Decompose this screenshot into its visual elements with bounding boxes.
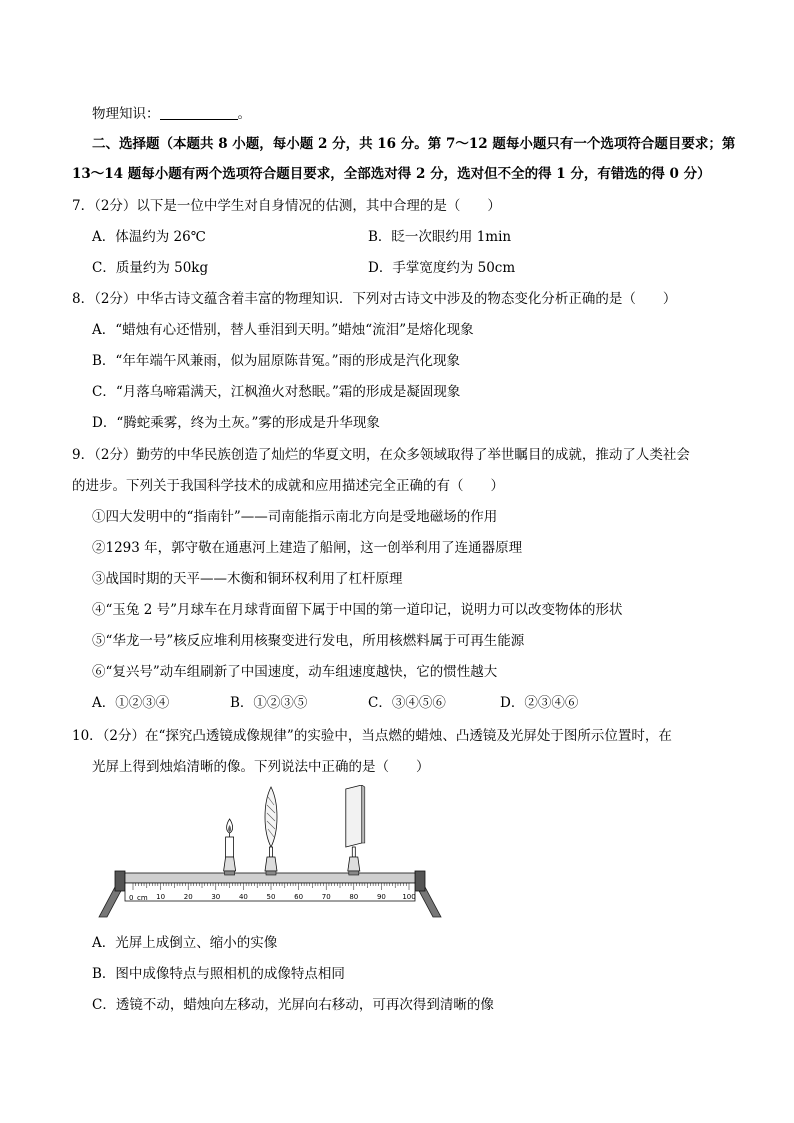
q9-statement-1: ①四大发明中的“指南针”——司南能指示南北方向是受地磁场的作用 [92, 509, 498, 525]
section2-header-line1: 二、选择题（本题共 8 小题，每小题 2 分，共 16 分。第 7～12 题每小题只有一个选项符合题目要求；第 [92, 136, 736, 152]
light-screen [346, 785, 365, 875]
scale-label: 70 [321, 893, 331, 901]
q8-option-a[interactable]: A．“蜡烛有心还惜别，替人垂泪到天明。”蜡烛“流泪”是熔化现象 [92, 322, 474, 338]
q6-suffix: 。 [237, 106, 251, 122]
q7-option-a[interactable]: A．体温约为 26℃ [92, 229, 206, 245]
q9-statement-6: ⑥“复兴号”动车组刷新了中国速度，动车组速度越快，它的惯性越大 [92, 664, 498, 680]
q9-statement-2: ②1293 年，郭守敬在通惠河上建造了船闸，这一创举利用了连通器原理 [92, 540, 523, 556]
scale-label: 10 [156, 893, 166, 901]
q6-answer-line [92, 104, 251, 124]
q7-option-b[interactable]: B．眨一次眼约用 1min [368, 229, 512, 245]
scale-label: 40 [238, 893, 248, 901]
scale-unit-label: cm [137, 894, 148, 902]
q9-option-d[interactable]: D．②③④⑥ [500, 695, 579, 711]
q9-stem-line2: 的进步。下列关于我国科学技术的成就和应用描述完全正确的有（ ） [72, 478, 504, 494]
q9-statement-3: ③战国时期的天平——木衡和铜环权利用了杠杆原理 [92, 571, 403, 587]
convex-lens [265, 787, 277, 875]
q7-option-d[interactable]: D．手掌宽度约为 50cm [368, 260, 516, 276]
scale-label: 30 [211, 893, 221, 901]
q6-prefix: 物理知识： [92, 106, 160, 122]
q9-stem-line1: 9．（2分）勤劳的中华民族创造了灿烂的华夏文明，在众多领域取得了举世瞩目的成就，推动了人类社会 [72, 447, 690, 463]
scale-label: 20 [183, 893, 193, 901]
q7-stem: 7．（2分）以下是一位中学生对自身情况的估测，其中合理的是（ ） [72, 198, 501, 214]
q9-option-a[interactable]: A．①②③④ [92, 695, 170, 711]
q8-option-d[interactable]: D．“腾蛇乘雾，终为土灰。”雾的形成是升华现象 [92, 415, 380, 431]
scale-label: 100 [402, 893, 416, 901]
q10-stem-line2: 光屏上得到烛焰清晰的像。下列说法中正确的是（ ） [92, 759, 430, 775]
answer-blank[interactable] [160, 105, 238, 120]
scale-label: 50 [266, 893, 276, 901]
candle [224, 819, 236, 875]
q10-stem-line1: 10．（2分）在“探究凸透镜成像规律”的实验中，当点燃的蜡烛、凸透镜及光屏处于图所示位置时，在 [72, 728, 672, 744]
scale-label: 80 [349, 893, 359, 901]
scale-label: 90 [376, 893, 386, 901]
q8-option-b[interactable]: B．“年年端午风兼雨，似为屈原陈昔冤。”雨的形成是汽化现象 [92, 353, 460, 369]
bench-left-leg [99, 887, 123, 917]
optical-bench-figure [95, 785, 445, 925]
q10-option-b[interactable]: B．图中成像特点与照相机的成像特点相同 [92, 966, 345, 982]
q8-stem: 8．（2分）中华古诗文蕴含着丰富的物理知识．下列对古诗文中涉及的物态变化分析正确的是（ ） [72, 291, 677, 307]
q9-statement-5: ⑤“华龙一号”核反应堆利用核聚变进行发电，所用核燃料属于可再生能源 [92, 633, 525, 649]
scale-label: 60 [294, 893, 304, 901]
q9-option-b[interactable]: B．①②③⑤ [230, 695, 308, 711]
q8-option-c[interactable]: C．“月落乌啼霜满天，江枫渔火对愁眠。”霜的形成是凝固现象 [92, 384, 461, 400]
q10-option-c[interactable]: C．透镜不动，蜡烛向左移动，光屏向右移动，可再次得到清晰的像 [92, 997, 494, 1013]
scale-label: 0 [129, 894, 134, 902]
q9-option-c[interactable]: C．③④⑤⑥ [368, 695, 446, 711]
q9-statement-4: ④“玉兔 2 号”月球车在月球背面留下属于中国的第一道印记，说明力可以改变物体的形状 [92, 602, 623, 618]
bench-left-end [115, 871, 125, 891]
bench-right-end [415, 871, 425, 891]
bench-right-leg [417, 887, 441, 917]
q7-option-c[interactable]: C．质量约为 50kg [92, 260, 209, 276]
q10-option-a[interactable]: A．光屏上成倒立、缩小的实像 [92, 935, 278, 951]
section2-header-line2: 13～14 题每小题有两个选项符合题目要求，全部选对得 2 分，选对但不全的得 1 分，有错选的得 0 分） [72, 166, 711, 182]
